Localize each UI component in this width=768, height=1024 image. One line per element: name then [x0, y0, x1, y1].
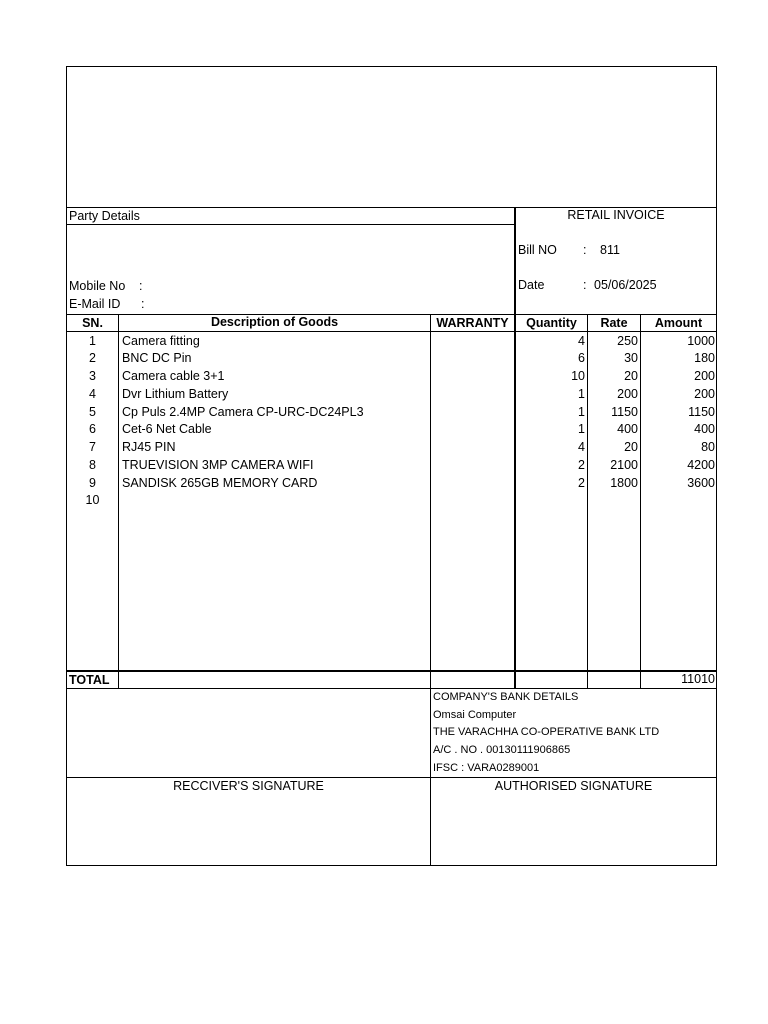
table-row-rate: 250	[617, 334, 638, 348]
table-row-description: TRUEVISION 3MP CAMERA WIFI	[122, 458, 314, 472]
table-row-amount: 180	[694, 351, 715, 365]
column-header-sn: SN.	[82, 316, 103, 330]
table-row-amount: 3600	[687, 476, 715, 490]
total-label: TOTAL	[69, 673, 110, 687]
table-row-description: Dvr Lithium Battery	[122, 387, 229, 401]
table-row-quantity: 1	[578, 387, 585, 401]
bank-name: THE VARACHHA CO-OPERATIVE BANK LTD	[433, 726, 660, 738]
table-row-rate: 30	[624, 351, 638, 365]
table-row-sn: 4	[89, 387, 96, 401]
bill-no-separator: :	[583, 243, 587, 257]
bank-company-name: Omsai Computer	[433, 709, 517, 721]
column-header-quantity: Quantity	[526, 316, 577, 330]
table-row-sn: 6	[89, 422, 96, 436]
table-row-quantity: 1	[578, 422, 585, 436]
table-row-amount: 4200	[687, 458, 715, 472]
table-row-sn: 9	[89, 476, 96, 490]
table-row-quantity: 6	[578, 351, 585, 365]
email-separator: :	[141, 297, 145, 311]
total-top-border	[67, 670, 716, 672]
table-row-amount: 1000	[687, 334, 715, 348]
mobile-separator: :	[139, 279, 143, 293]
authorised-signature-label: AUTHORISED SIGNATURE	[494, 779, 653, 793]
receiver-signature-label: RECCIVER'S SIGNATURE	[173, 779, 324, 793]
table-row-description: SANDISK 265GB MEMORY CARD	[122, 476, 318, 490]
column-header-amount: Amount	[654, 316, 703, 330]
table-row-rate: 20	[624, 440, 638, 454]
column-header-rate: Rate	[600, 316, 628, 330]
table-row-amount: 200	[694, 369, 715, 383]
header-vertical-divider	[514, 207, 516, 314]
table-row-quantity: 10	[571, 369, 585, 383]
table-row-amount: 200	[694, 387, 715, 401]
table-row-rate: 400	[617, 422, 638, 436]
bank-details-title: COMPANY'S BANK DETAILS	[433, 691, 579, 703]
table-row-amount: 400	[694, 422, 715, 436]
table-row-rate: 20	[624, 369, 638, 383]
mobile-label: Mobile No	[69, 279, 126, 293]
bill-no-value: 811	[600, 243, 620, 257]
table-row-quantity: 2	[578, 476, 585, 490]
table-row-rate: 1800	[610, 476, 638, 490]
table-row-sn: 10	[85, 493, 100, 507]
column-header-description: Description of Goods	[210, 315, 339, 329]
table-row-sn: 5	[89, 405, 96, 419]
invoice-sheet	[66, 66, 717, 866]
date-separator: :	[583, 278, 587, 292]
bank-ifsc: IFSC : VARA0289001	[433, 762, 540, 774]
invoice-title: RETAIL INVOICE	[567, 208, 665, 222]
table-row-quantity: 2	[578, 458, 585, 472]
table-row-rate: 1150	[611, 405, 638, 419]
table-row-rate: 200	[617, 387, 638, 401]
email-label: E-Mail ID	[69, 297, 121, 311]
date-label: Date	[518, 278, 545, 292]
table-header-border	[67, 331, 716, 332]
table-row-quantity: 1	[578, 405, 585, 419]
bill-no-label: Bill NO	[518, 243, 557, 257]
table-row-sn: 7	[89, 440, 96, 454]
table-row-sn: 3	[89, 369, 96, 383]
total-amount: 11010	[681, 672, 715, 686]
table-row-quantity: 4	[578, 440, 585, 454]
col-divider-sn	[118, 314, 119, 688]
table-row-sn: 1	[89, 334, 96, 348]
bank-account-number: A/C . NO . 00130111906865	[433, 744, 571, 756]
table-row-amount: 1150	[688, 405, 715, 419]
table-row-description: Camera fitting	[122, 334, 200, 348]
table-row-sn: 2	[89, 351, 96, 365]
table-row-description: RJ45 PIN	[122, 440, 176, 454]
party-details-label: Party Details	[69, 209, 140, 223]
table-row-quantity: 4	[578, 334, 585, 348]
table-row-description: Cet-6 Net Cable	[122, 422, 212, 436]
table-row-description: BNC DC Pin	[122, 351, 192, 365]
column-header-warranty: WARRANTY	[436, 316, 509, 330]
table-row-rate: 2100	[610, 458, 638, 472]
table-row-description: Camera cable 3+1	[122, 369, 225, 383]
table-row-description: Cp Puls 2.4MP Camera CP-URC-DC24PL3	[122, 405, 364, 419]
table-row-sn: 8	[89, 458, 96, 472]
date-value: 05/06/2025	[594, 278, 657, 292]
table-row-amount: 80	[701, 440, 715, 454]
party-details-underline	[67, 224, 515, 225]
total-bottom-border	[67, 688, 716, 689]
